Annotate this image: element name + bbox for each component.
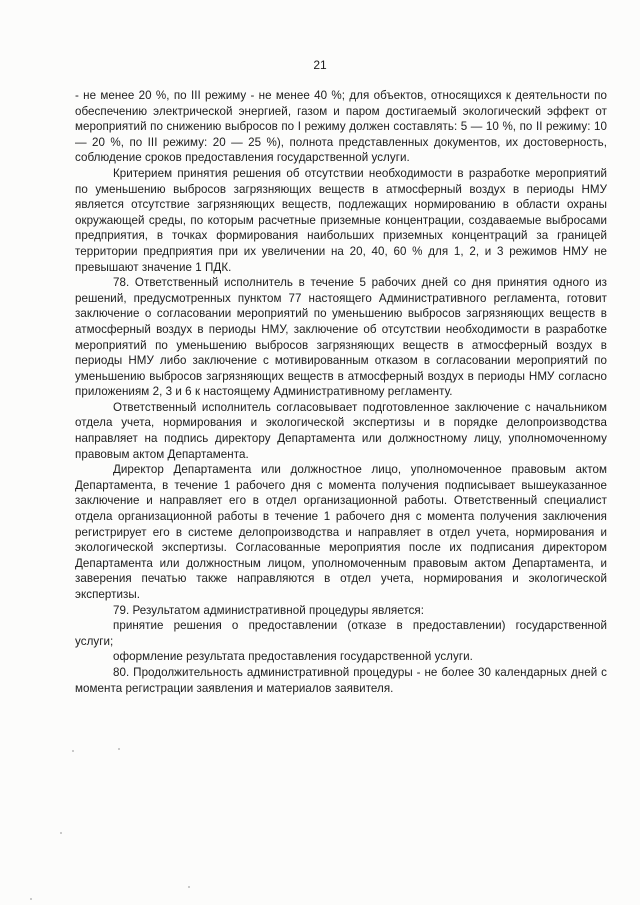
page-number: 21 [313,58,327,72]
paragraph-result-formalization: оформление результата предоставления государственной услуги. [113,650,473,664]
paragraph-decision-criterion: Критерием принятия решения об отсутствии необходимости в разработке мероприятий по уменьшению выбросов загрязняющих веществ в атмосферный воздух в периоды НМУ является отсутствие загрязняющих веществ, подлежащих нормированию в области охраны окружающей среды, по которым расчетные приземные концентрации, создаваемые выбросами предприятия, в точках формирования наибольших приземных концентраций за границей территории предприятия при их увеличении на 20, 40, 60 % для 1, 2, и 3 режимов НМУ не превышают значение 1 ПДК. [75,166,607,274]
paragraph-director-signing: Директор Департамента или должностное лицо, уполномоченное правовым актом Департамента, в течение 1 рабочего дня с момента получения подписывает вышеуказанное заключение и направляет его в отдел организационной работы. Ответственный специалист отдела организационной работы в течение 1 рабочего дня с момента получения заключения регистрирует его в системе делопроизводства и направляет в отдел учета, нормирования и экологической экспертизы. Согласованные мероприятия после их подписания директором Департамента или должностным лицом, уполномоченным правовым актом Департамента, и заверения печатью также направляются в отдел учета, нормирования и экологической экспертизы. [75,463,607,601]
scan-speck [118,748,120,750]
paragraph-item-80: 80. Продолжительность административной процедуры - не более 30 календарных дней с момента регистрации заявления и материалов заявителя. [75,665,607,695]
paragraph-item-79: 79. Результатом административной процедуры является: [113,603,425,617]
scan-speck [30,898,32,900]
paragraph-result-decision: принятие решения о предоставлении (отказе в предоставлении) государственной услуги; [75,619,607,648]
paragraph-executor-approval: Ответственный исполнитель согласовывает подготовленное заключение с начальником отдела учета, нормирования и экологической экспертизы и в порядке делопроизводства направляет на подпись директору Департамента или должностному лицу, уполномоченному правовым актом Департамента. [75,400,607,461]
scan-speck [188,886,190,888]
scan-speck [60,832,62,834]
scan-speck [72,750,74,752]
paragraph-continuation: - не менее 20 %, по III режиму - не менее 40 %; для объектов, относящихся к деятельности по обеспечению электрической энергией, газом и паром достигаемый экологический эффект от мероприятий по снижению выбросов по I режиму должен составлять: 5 — 10 %, по II режиму: 10 — 20 %, по III режиму: 20 — 25 %), полнота представленных документов, их достоверность, соблюдение сроков предоставления государственной услуги. [75,89,607,165]
document-body [75,88,607,696]
paragraph-item-78: 78. Ответственный исполнитель в течение 5 рабочих дней со дня принятия одного из решений, предусмотренных пунктом 77 настоящего Административного регламента, готовит заключение о согласовании мероприятий по уменьшению выбросов загрязняющих веществ в атмосферный воздух в периоды НМУ, заключение об отсутствии необходимости в разработке мероприятий по уменьшению выбросов загрязняющих веществ в атмосферный воздух в периоды НМУ либо заключение с мотивированным отказом в согласовании мероприятий по уменьшению выбросов загрязняющих веществ в атмосферный воздух в периоды НМУ согласно приложениям 2, 3 и 6 к настоящему Административному регламенту. [75,276,607,399]
